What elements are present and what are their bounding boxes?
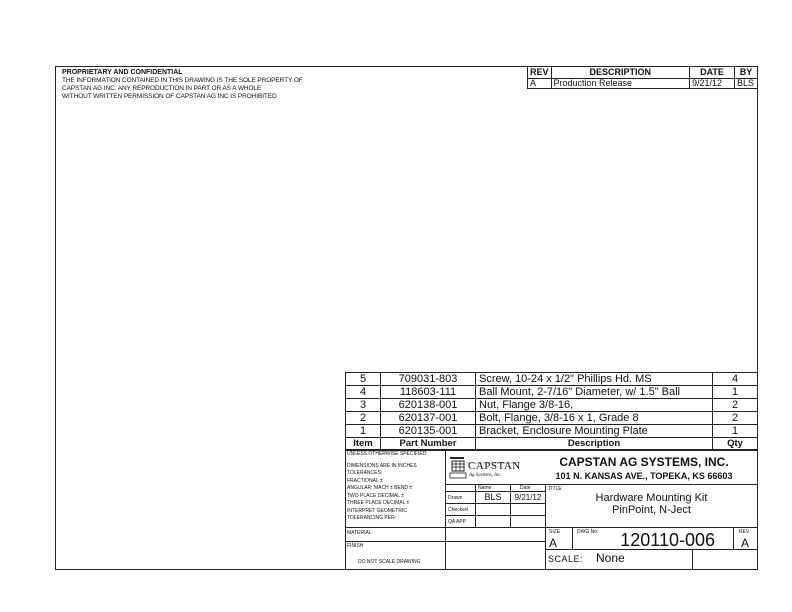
proprietary-line: WITHOUT WRITTEN PERMISSION OF CAPSTAN AG INC IS PROHIBITED (62, 93, 277, 100)
drawing-number: 120110-006 (620, 530, 715, 550)
part-description: Bracket, Enclosure Mounting Plate (476, 425, 713, 438)
date-header: Date (520, 485, 531, 491)
parts-list-table (345, 372, 758, 451)
tolerancing-text: TOLERANCING PER: (347, 515, 397, 521)
date-header: DATE (690, 67, 735, 79)
part-item: 4 (346, 386, 381, 399)
rev-value: A (741, 536, 750, 550)
part-number: 709031-803 (381, 373, 476, 386)
drawn-name: BLS (484, 492, 502, 502)
proprietary-line: THE INFORMATION CONTAINED IN THIS DRAWING IS THE SOLE PROPERTY OF (62, 77, 303, 84)
revision-description: Production Release (551, 79, 689, 89)
logo-subtitle: Ag Systems, Inc. (469, 473, 502, 478)
table-row (346, 373, 758, 386)
part-item: 2 (346, 412, 381, 425)
part-qty: 4 (713, 373, 758, 386)
part-item: 1 (346, 425, 381, 438)
title-label: TITLE: (548, 486, 564, 492)
part-qty: 2 (713, 412, 758, 425)
table-row (346, 425, 758, 438)
drawing-title-line2: PinPoint, N-Ject (612, 504, 691, 516)
qty-header: Qty (713, 438, 758, 451)
qa-label: QA APP (448, 519, 467, 525)
size-label: SIZE (549, 529, 561, 535)
three-place-text: THREE PLACE DECIMAL ± (347, 500, 410, 506)
company-name: CAPSTAN AG SYSTEMS, INC. (559, 455, 729, 469)
part-number: 620138-001 (381, 399, 476, 412)
capstan-logo (449, 455, 527, 483)
table-row (346, 399, 758, 412)
by-header: BY (735, 67, 758, 79)
logo-name: CAPSTAN (468, 460, 521, 472)
part-number: 620135-001 (381, 425, 476, 438)
revision-row (528, 79, 758, 89)
table-row (346, 412, 758, 425)
interpret-text: INTERPRET GEOMETRIC (347, 507, 407, 514)
tolerances-text: TOLERANCES: (347, 470, 383, 476)
part-description: Ball Mount, 2-7/16" Diameter, w/ 1.5" Ball (476, 386, 713, 399)
no-scale-text: DO NOT SCALE DRAWING (358, 559, 421, 565)
revision-date: 9/21/12 (690, 79, 735, 89)
size-value: A (549, 536, 558, 550)
part-qty: 1 (713, 386, 758, 399)
checked-label: Checked (448, 507, 468, 513)
proprietary-line: CAPSTAN AG INC. ANY REPRODUCTION IN PART OR AS A WHOLE (62, 85, 262, 92)
scale-label: SCALE: (548, 554, 584, 564)
drawing-title-line1: Hardware Mounting Kit (595, 492, 708, 504)
angular-text: ANGULAR: MACH ± BEND ± (347, 485, 413, 491)
finish-label: FINISH (347, 543, 364, 549)
part-qty: 2 (713, 399, 758, 412)
drawn-date: 9/21/12 (514, 493, 542, 502)
revision-header-row (528, 67, 758, 79)
tolerance-notes (347, 451, 428, 523)
company-address: 101 N. KANSAS AVE., TOPEKA, KS 66603 (555, 471, 733, 481)
part-number: 620137-001 (381, 412, 476, 425)
material-label: MATERIAL (347, 530, 372, 536)
part-description: Screw, 10-24 x 1/2" Phillips Hd. MS (476, 373, 713, 386)
dimensions-text: DIMENSIONS ARE IN INCHES (347, 462, 417, 469)
description-header: DESCRIPTION (551, 67, 689, 79)
revision-by: BLS (735, 79, 758, 89)
revision-rev: A (528, 79, 552, 89)
part-description: Nut, Flange 3/8-16, (476, 399, 713, 412)
proprietary-title: PROPRIETARY AND CONFIDENTIAL (62, 69, 183, 76)
drawn-label: Drawn (448, 495, 463, 501)
part-number-header: Part Number (381, 438, 476, 451)
part-item: 3 (346, 399, 381, 412)
item-header: Item (346, 438, 381, 451)
revision-table (527, 66, 758, 89)
unless-specified-text: UNLESS OTHERWISE SPECIFIED: (347, 451, 428, 457)
part-item: 5 (346, 373, 381, 386)
part-description: Bolt, Flange, 3/8-16 x 1, Grade 8 (476, 412, 713, 425)
part-number: 118603-111 (381, 386, 476, 399)
scale-value: None (596, 551, 625, 565)
table-row (346, 386, 758, 399)
fractional-text: FRACTIONAL ± (347, 477, 383, 484)
description-header: Description (476, 438, 713, 451)
name-header: Name (478, 485, 492, 491)
rev-label: REV (739, 529, 750, 535)
part-qty: 1 (713, 425, 758, 438)
two-place-text: TWO PLACE DECIMAL ± (347, 492, 405, 499)
rev-header: REV (528, 67, 552, 79)
dwg-no-label: DWG No: (577, 529, 599, 535)
proprietary-notice (62, 69, 362, 101)
